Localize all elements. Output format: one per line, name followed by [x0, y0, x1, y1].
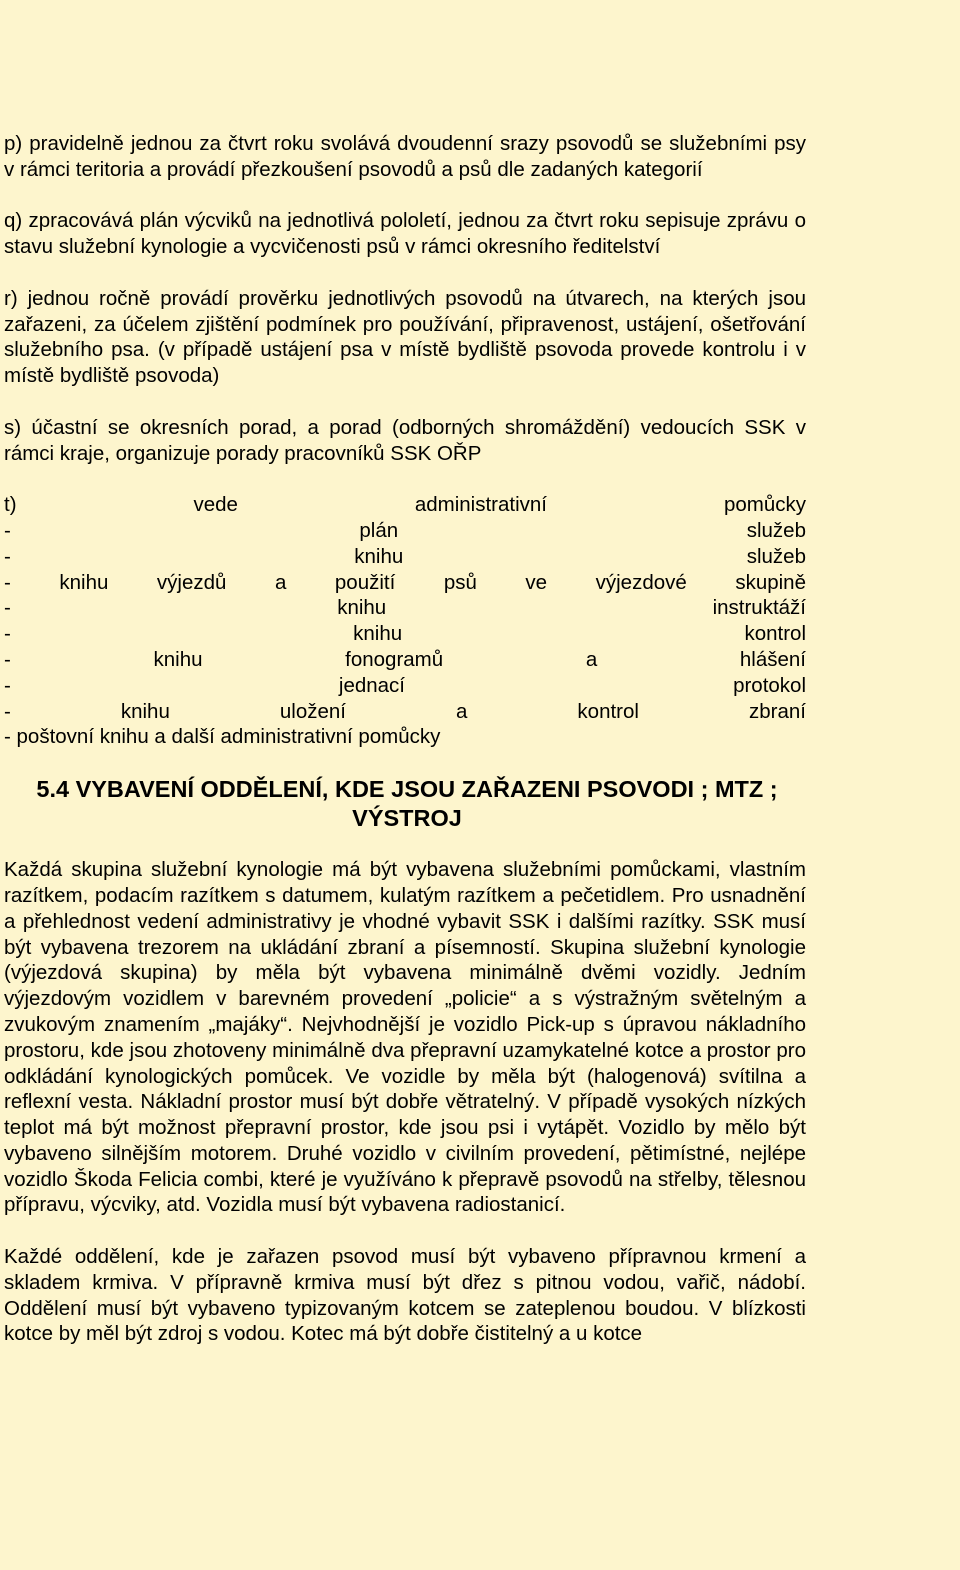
list-t [4, 492, 806, 750]
list-word: výjezdové [595, 570, 687, 594]
list-row [4, 492, 806, 518]
list-word: t) [4, 493, 17, 517]
list-word: - [4, 622, 11, 646]
list-word: - [4, 699, 11, 723]
list-word: skupině [735, 570, 806, 594]
list-word: hlášení [739, 647, 806, 671]
list-word: knihu [59, 570, 109, 594]
list-word: služeb [746, 518, 806, 542]
paragraph-s: s) účastní se okresních porad, a porad (odborných shromáždění) vedoucích SSK v rámci kraje, organizuje porady pracovníků SSK OŘP [4, 415, 806, 465]
section-heading [4, 775, 806, 833]
list-word: plán [359, 518, 399, 542]
list-word: služeb [746, 544, 806, 568]
paragraph-department: Každé oddělení, kde je zařazen psovod musí být vybaveno přípravnou krmení a skladem krmiva. V přípravně krmiva musí být dřez s pitnou vodou, vařič, nádobí. Oddělení musí být vybaveno typizovaným kotcem se zateplenou boudou. V blízkosti kotce by měl být zdroj s vodou. Kotec má být dobře čistitelný a u kotce [4, 1245, 806, 1346]
list-word: knihu [354, 544, 404, 568]
list-word: - [4, 570, 11, 594]
list-word: - [4, 596, 11, 620]
list-word: kontrol [744, 622, 806, 646]
list-word: knihu [153, 647, 203, 671]
list-word: protokol [733, 673, 806, 697]
list-row [4, 673, 806, 699]
list-row [4, 621, 806, 647]
list-word: knihu [120, 699, 170, 723]
section-heading-line1: 5.4 VYBAVENÍ ODDĚLENÍ, KDE JSOU ZAŘAZENI PSOVODI ; MTZ ; [36, 776, 778, 803]
list-word: - [4, 544, 11, 568]
list-word: a [274, 570, 287, 594]
list-row-last: - poštovní knihu a další administrativní pomůcky [4, 725, 441, 749]
list-row [4, 699, 806, 725]
list-word: a [456, 699, 468, 723]
list-word: administrativní [414, 493, 548, 517]
list-word: psů [443, 570, 477, 594]
list-word: jednací [338, 673, 405, 697]
list-word: ve [525, 570, 548, 594]
list-row [4, 595, 806, 621]
list-word: - [4, 647, 11, 671]
list-word: vede [193, 493, 238, 517]
list-word: uložení [279, 699, 346, 723]
list-row [4, 518, 806, 544]
paragraph-equipment: Každá skupina služební kynologie má být vybavena služebními pomůckami, vlastním razítkem, podacím razítkem s datumem, kulatým razítkem a pečetidlem. Pro usnadnění a přehlednost vedení administrativy je vhodné vybavit SSK i dalšími razítky. SSK musí být vybavena trezorem na ukládání zbraní a písemností. Skupina služební kynologie (výjezdová skupina) by měla být vybavena minimálně dvěmi vozidly. Jedním výjezdovým vozidlem v barevném provedení „policie“ a s výstražným světelným a zvukovým znamením „majáky“. Nejvhodnější je vozidlo Pick-up s úpravou nákladního prostoru, kde jsou zhotoveny minimálně dva přepravní uzamykatelné kotce a prostor pro odkládání kynologických pomůcek. Ve vozidle by měla být (halogenová) svítilna a reflexní vesta. Nákladní prostor musí být dobře větratelný. V případě vysokých nízkých teplot má být možnost přepravní prostor, kde jsou psi i vytápět. Vozidlo by mělo být vybaveno silnějším motorem. Druhé vozidlo v civilním provedení, pětimístné, nejlépe vozidlo Škoda Felicia combi, které je využíváno k přepravě psovodů na střelby, tělesnou přípravu, výcviky, atd. Vozidla musí být vybavena radiostanicí. [4, 858, 806, 1217]
list-word: použití [334, 570, 396, 594]
list-word: knihu [337, 596, 387, 620]
paragraph-q: q) zpracovává plán výcviků na jednotlivá pololetí, jednou za čtvrt roku sepisuje zprávu o stavu služební kynologie a vycvičenosti psů v rámci okresního ředitelství [4, 209, 806, 259]
paragraph-p: p) pravidelně jednou za čtvrt roku svolává dvoudenní srazy psovodů se služebními psy v rámci teritoria a provádí přezkoušení psovodů a psů dle zadaných kategorií [4, 132, 806, 181]
list-word: fonogramů [345, 647, 444, 671]
list-word: knihu [353, 622, 403, 646]
paragraph-r: r) jednou ročně provádí prověrku jednotlivých psovodů na útvarech, na kterých jsou zařazeni, za účelem zjištění podmínek pro používání, připravenost, ustájení, ošetřování služebního psa. (v případě ustájení psa v místě bydliště psovoda provede kontrolu i v místě bydliště psovoda) [4, 286, 806, 388]
list-row [4, 647, 806, 673]
list-word: instruktáží [712, 596, 806, 620]
list-word: - [4, 673, 11, 697]
document-page [4, 131, 806, 1347]
list-word: kontrol [577, 699, 639, 723]
list-word: výjezdů [156, 570, 227, 594]
list-word: zbraní [748, 699, 806, 723]
list-row [4, 570, 806, 596]
section-heading-line2: VÝSTROJ [352, 805, 462, 832]
list-word: a [585, 647, 598, 671]
list-word: pomůcky [723, 493, 806, 517]
list-word: - [4, 518, 11, 542]
list-row [4, 544, 806, 570]
